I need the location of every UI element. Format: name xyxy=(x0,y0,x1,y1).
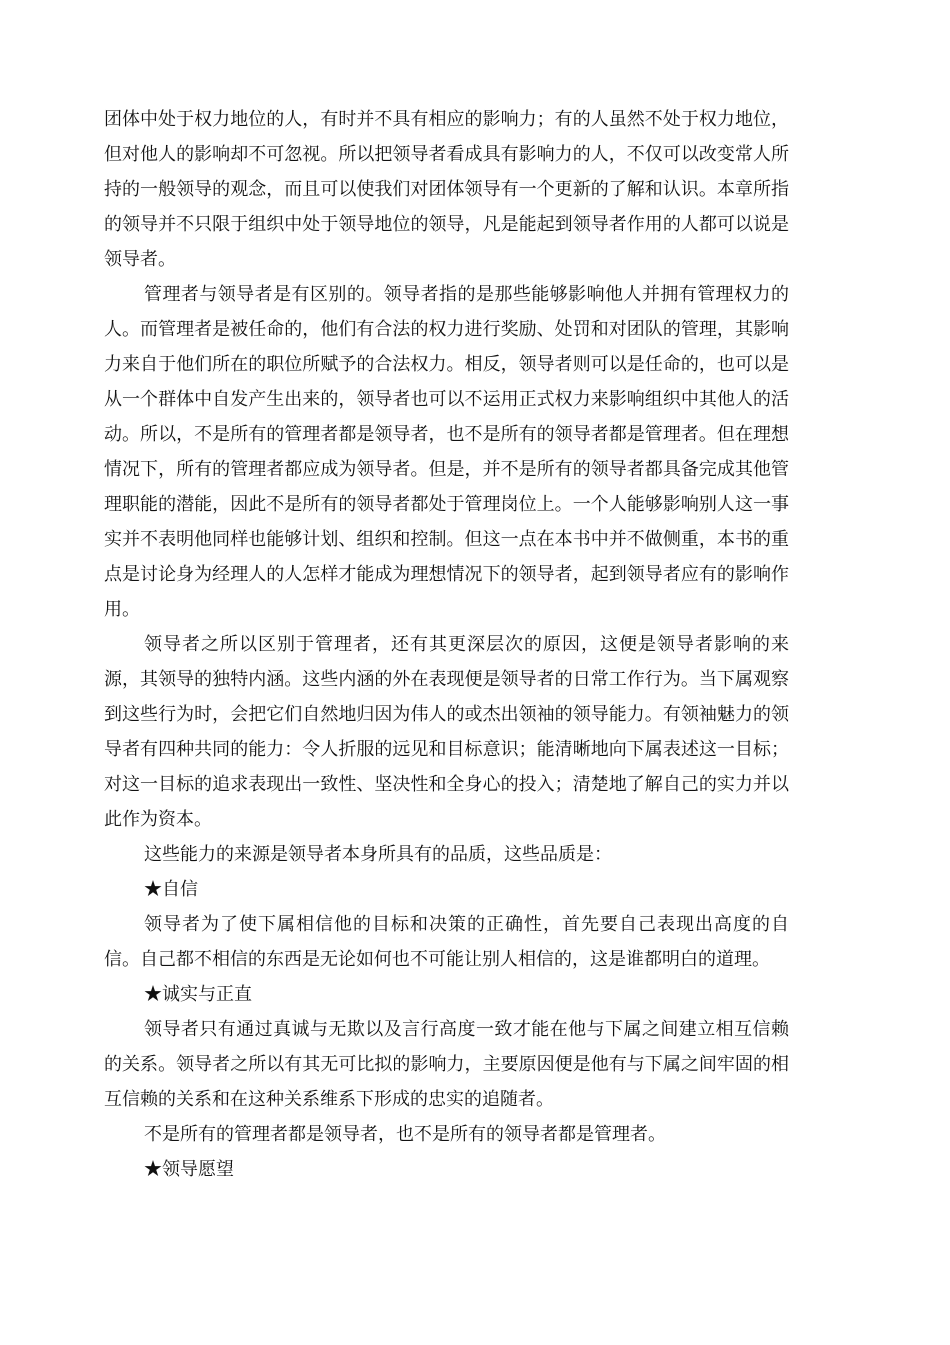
section-heading-leadership-desire: ★领导愿望 xyxy=(144,1159,234,1180)
paragraph-closing: 不是所有的管理者都是领导者，也不是所有的领导者都是管理者。 xyxy=(144,1124,666,1145)
section-heading-confidence: ★自信 xyxy=(144,879,198,900)
paragraph-manager-vs-leader: 管理者与领导者是有区别的。领导者指的是那些能够影响他人并拥有管理权力的人。而管理者是被任命的，他们有合法的权力进行奖励、处罚和对团队的管理，其影响力来自于他们所在的职位所赋予的合法权力。相反，领导者则可以是任命的，也可以是从一个群体中自发产生出来的，领导者也可以不运用正式权力来影响组织中其他人的活动。所以，不是所有的管理者都是领导者，也不是所有的领导者都是管理者。但在理想情况下，所有的管理者都应成为领导者。但是，并不是所有的领导者都具备完成其他管理职能的潜能，因此不是所有的领导者都处于管理岗位上。一个人能够影响别人这一事实并不表明他同样也能够计划、组织和控制。但这一点在本书中并不做侧重，本书的重点是讨论身为经理人的人怎样才能成为理想情况下的领导者，起到领导者应有的影响作用。 xyxy=(104,284,789,620)
document-page xyxy=(104,102,789,1187)
section-heading-honesty: ★诚实与正直 xyxy=(144,984,252,1005)
section-body-honesty: 领导者只有通过真诚与无欺以及言行高度一致才能在他与下属之间建立相互信赖的关系。领导者之所以有其无可比拟的影响力，主要原因便是他有与下属之间牢固的相互信赖的关系和在这种关系维系下形成的忠实的追随者。 xyxy=(104,1019,789,1110)
paragraph-leadership-source: 领导者之所以区别于管理者，还有其更深层次的原因，这便是领导者影响的来源，其领导的独特内涵。这些内涵的外在表现便是领导者的日常工作行为。当下属观察到这些行为时，会把它们自然地归因为伟人的或杰出领袖的领导能力。有领袖魅力的领导者有四种共同的能力：令人折服的远见和目标意识；能清晰地向下属表述这一目标；对这一目标的追求表现出一致性、坚决性和全身心的投入；清楚地了解自己的实力并以此作为资本。 xyxy=(104,634,789,830)
paragraph-qualities-intro: 这些能力的来源是领导者本身所具有的品质，这些品质是： xyxy=(144,844,612,865)
paragraph-intro: 团体中处于权力地位的人，有时并不具有相应的影响力；有的人虽然不处于权力地位，但对他人的影响却不可忽视。所以把领导者看成具有影响力的人，不仅可以改变常人所持的一般领导的观念，而且可以使我们对团体领导有一个更新的了解和认识。本章所指的领导并不只限于组织中处于领导地位的领导，凡是能起到领导者作用的人都可以说是领导者。 xyxy=(104,109,789,270)
section-body-confidence: 领导者为了使下属相信他的目标和决策的正确性，首先要自己表现出高度的自信。自己都不相信的东西是无论如何也不可能让别人相信的，这是谁都明白的道理。 xyxy=(104,914,789,970)
